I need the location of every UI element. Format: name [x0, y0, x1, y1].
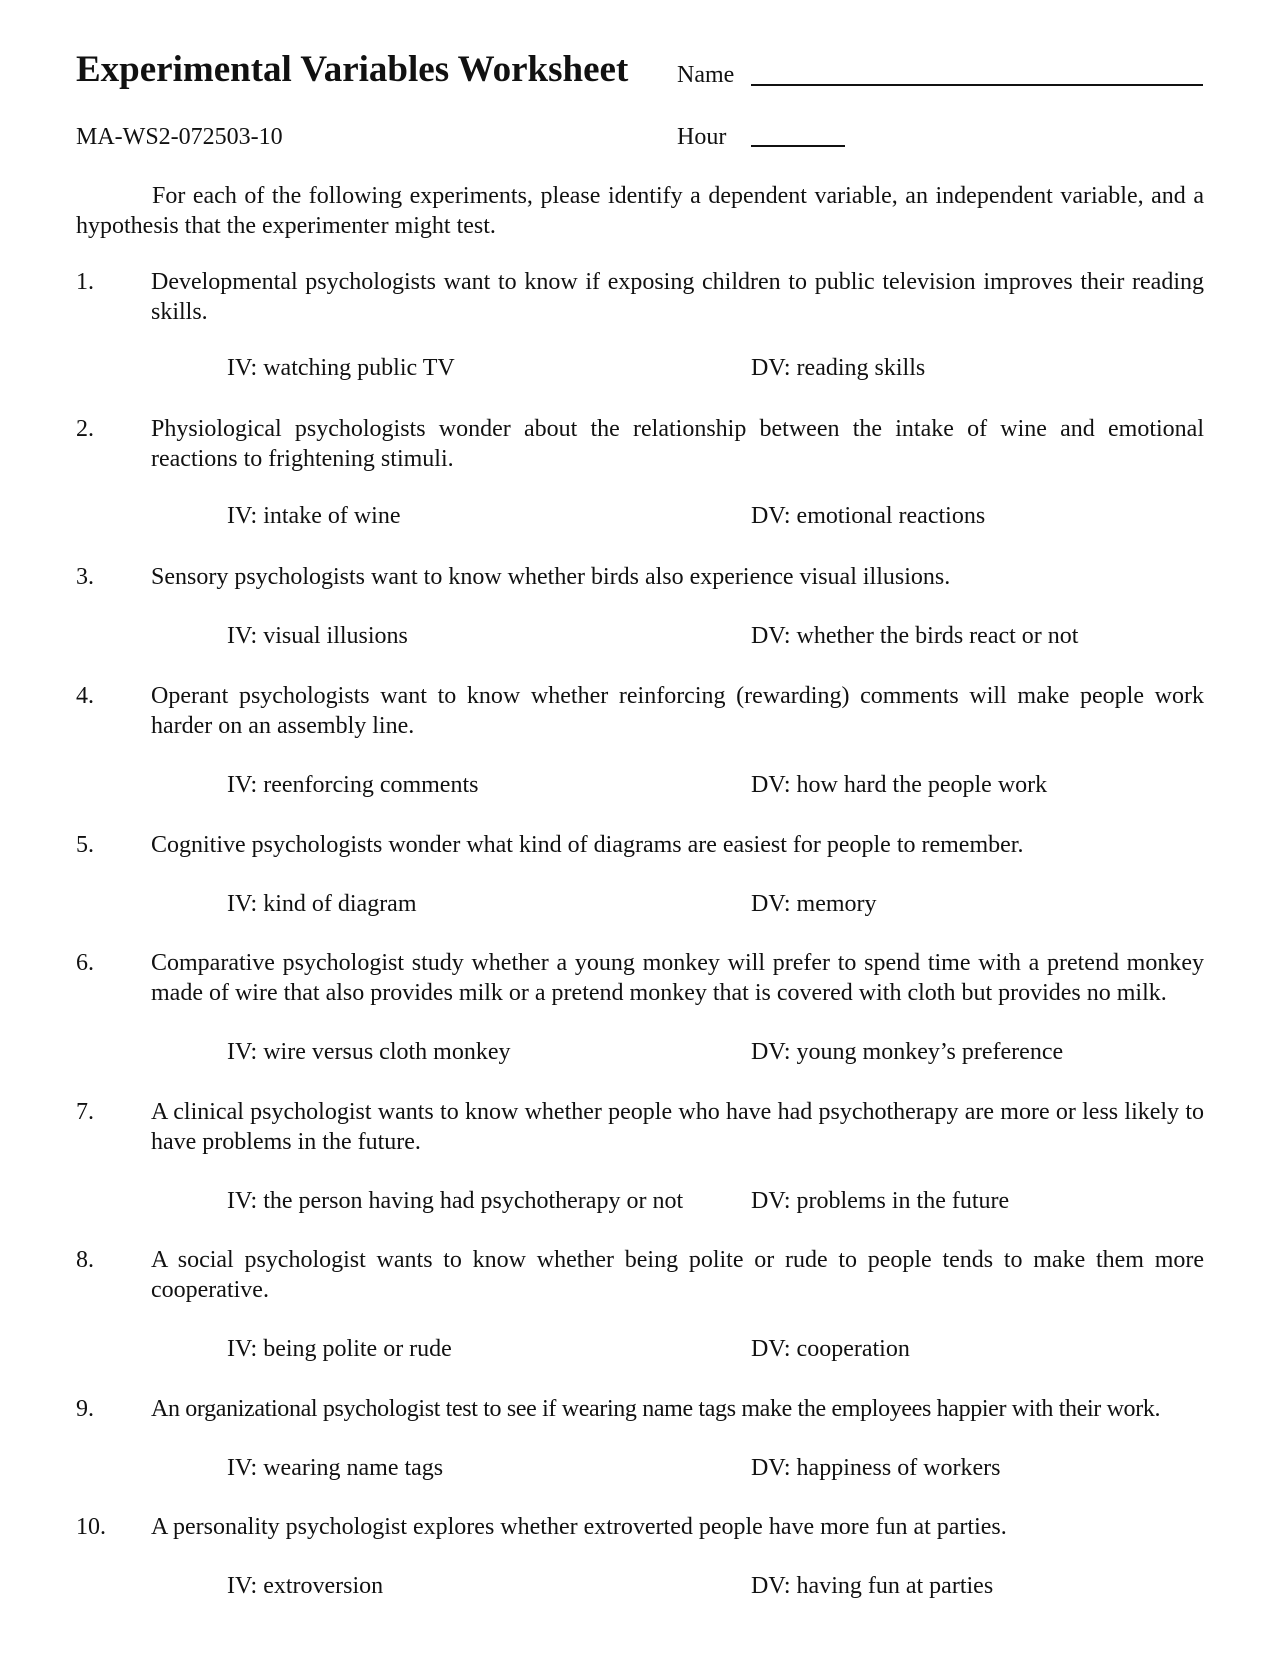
- independent-variable-answer: IV: extroversion: [227, 1573, 384, 1599]
- question-text: Cognitive psychologists wonder what kind of diagrams are easiest for people to remember.: [151, 832, 1024, 858]
- question-text: Comparative psychologist study whether a young monkey will prefer to spend time with a pretend monkey made of wire that also provides milk or a pretend monkey that is covered with cloth but provides no milk.: [151, 950, 1204, 1006]
- question-number: 9.: [76, 1396, 94, 1422]
- question-number: 3.: [76, 564, 94, 590]
- dependent-variable-answer: DV: reading skills: [751, 355, 926, 381]
- independent-variable-answer: IV: being polite or rude: [227, 1336, 452, 1362]
- question-number: 10.: [76, 1514, 106, 1540]
- independent-variable-answer: IV: intake of wine: [227, 503, 401, 529]
- hour-label: Hour: [677, 124, 727, 150]
- independent-variable-answer: IV: wire versus cloth monkey: [227, 1039, 511, 1065]
- question-text: Developmental psychologists want to know if exposing children to public television improves their reading skills.: [151, 269, 1204, 325]
- independent-variable-answer: IV: visual illusions: [227, 623, 408, 649]
- independent-variable-answer: IV: kind of diagram: [227, 891, 417, 917]
- dependent-variable-answer: DV: memory: [751, 891, 877, 917]
- instructions-paragraph: For each of the following experiments, please identify a dependent variable, an independent variable, and a hypothesis that the experimenter might test.: [76, 183, 1204, 239]
- worksheet-code: MA-WS2-072503-10: [76, 124, 283, 150]
- name-blank-line: [751, 84, 1203, 86]
- question-text: A social psychologist wants to know whether being polite or rude to people tends to make them more cooperative.: [151, 1247, 1204, 1303]
- question-text: Operant psychologists want to know whether reinforcing (rewarding) comments will make people work harder on an assembly line.: [151, 683, 1204, 739]
- independent-variable-answer: IV: the person having had psychotherapy or not: [227, 1188, 684, 1214]
- dependent-variable-answer: DV: young monkey’s preference: [751, 1039, 1064, 1065]
- dependent-variable-answer: DV: happiness of workers: [751, 1455, 1001, 1481]
- dependent-variable-answer: DV: cooperation: [751, 1336, 910, 1362]
- hour-blank-line: [751, 145, 845, 147]
- independent-variable-answer: IV: watching public TV: [227, 355, 455, 381]
- dependent-variable-answer: DV: emotional reactions: [751, 503, 986, 529]
- dependent-variable-answer: DV: whether the birds react or not: [751, 623, 1079, 649]
- question-text: A clinical psychologist wants to know whether people who have had psychotherapy are more or less likely to have problems in the future.: [151, 1099, 1204, 1155]
- question-number: 1.: [76, 269, 94, 295]
- dependent-variable-answer: DV: problems in the future: [751, 1188, 1010, 1214]
- question-text: A personality psychologist explores whether extroverted people have more fun at parties.: [151, 1514, 1007, 1540]
- question-text: Sensory psychologists want to know whether birds also experience visual illusions.: [151, 564, 951, 590]
- dependent-variable-answer: DV: how hard the people work: [751, 772, 1048, 798]
- question-number: 8.: [76, 1247, 94, 1273]
- question-number: 6.: [76, 950, 94, 976]
- question-number: 7.: [76, 1099, 94, 1125]
- worksheet-title: Experimental Variables Worksheet: [76, 49, 629, 90]
- independent-variable-answer: IV: reenforcing comments: [227, 772, 479, 798]
- dependent-variable-answer: DV: having fun at parties: [751, 1573, 994, 1599]
- question-text: Physiological psychologists wonder about the relationship between the intake of wine and emotional reactions to frightening stimuli.: [151, 416, 1204, 472]
- name-label: Name: [677, 62, 735, 88]
- question-number: 2.: [76, 416, 94, 442]
- question-number: 4.: [76, 683, 94, 709]
- question-text: An organizational psychologist test to see if wearing name tags make the employees happier with their work.: [151, 1396, 1161, 1422]
- question-number: 5.: [76, 832, 94, 858]
- independent-variable-answer: IV: wearing name tags: [227, 1455, 444, 1481]
